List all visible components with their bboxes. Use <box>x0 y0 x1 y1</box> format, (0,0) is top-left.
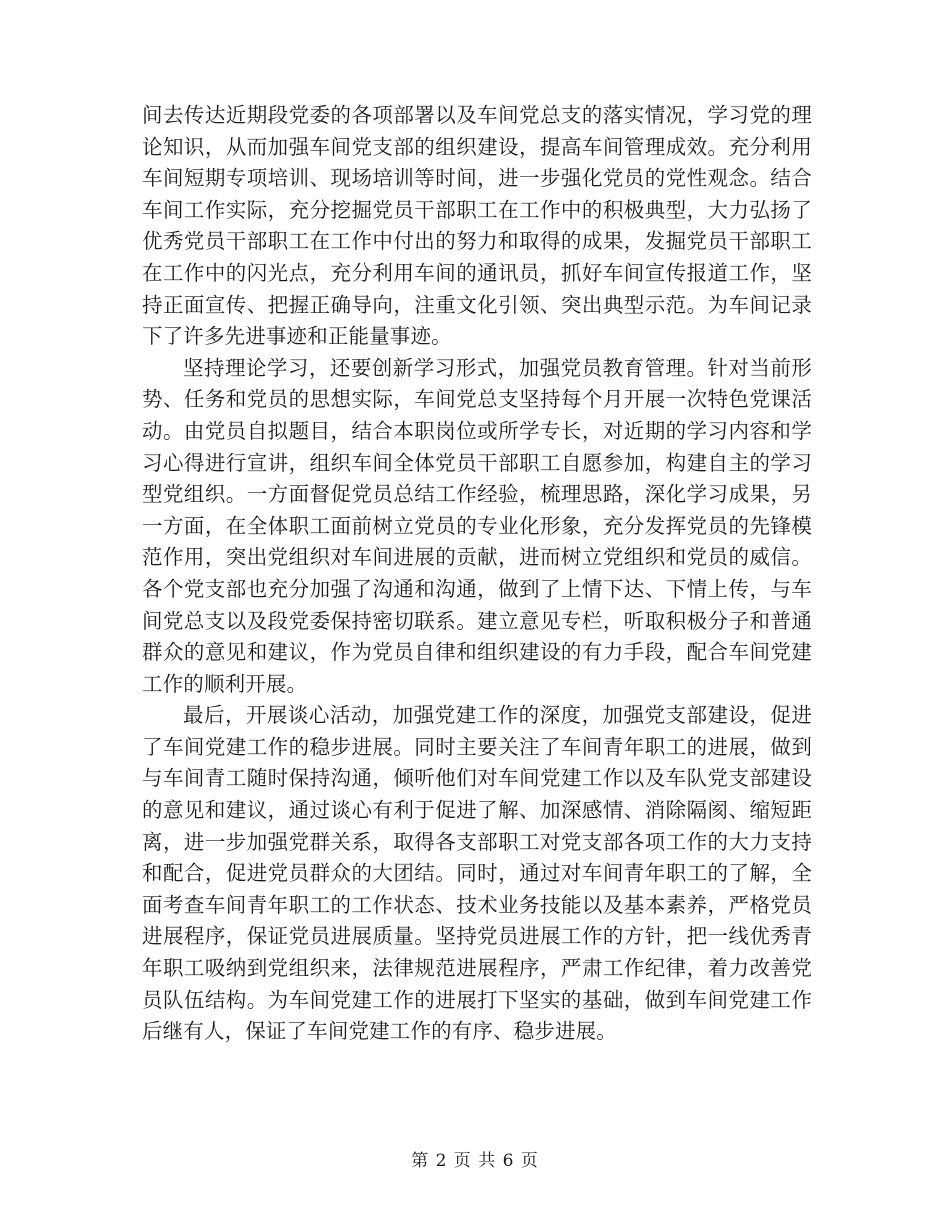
page-number-footer: 第 2 页 共 6 页 <box>411 1151 539 1171</box>
paragraph-theory-study: 坚持理论学习，还要创新学习形式，加强党员教育管理。针对当前形势、任务和党员的思想实际，车间党总支坚持每个月开展一次特色党课活动。由党员自拟题目，结合本职岗位或所学专长，对近期的学习内容和学习心得进行宣讲，组织车间全体党员干部职工自愿参加，构建自主的学习型党组织。一方面督促党员总结工作经验，梳理思路，深化学习成果，另一方面，在全体职工面前树立党员的专业化形象，充分发挥党员的先锋模范作用，突出党组织对车间进展的贡献，进而树立党组织和党员的威信。各个党支部也充分加强了沟通和沟通，做到了上情下达、下情上传，与车间党总支以及段党委保持密切联系。建立意见专栏，听取积极分子和普通群众的意见和建议，作为党员自律和组织建设的有力手段，配合车间党建工作的顺利开展。 <box>142 355 812 696</box>
paragraph-heart-to-heart: 最后，开展谈心活动，加强党建工作的深度，加强党支部建设，促进了车间党建工作的稳步进展。同时主要关注了车间青年职工的进展，做到与车间青工随时保持沟通，倾听他们对车间党建工作以及车队党支部建设的意见和建议，通过谈心有利于促进了解、加深感情、消除隔阂、缩短距离，进一步加强党群关系，取得各支部职工对党支部各项工作的大力支持和配合，促进党员群众的大团结。同时，通过对车间青年职工的了解，全面考查车间青年职工的工作状态、技术业务技能以及基本素养，严格党员进展程序，保证党员进展质量。坚持党员进展工作的方针，把一线优秀青年职工吸纳到党组织来，法律规范进展程序，严肃工作纪律，着力改善党员队伍结构。为车间党建工作的进展打下坚实的基础，做到车间党建工作后继有人，保证了车间党建工作的有序、稳步进展。 <box>142 703 812 1044</box>
document-body <box>142 100 812 1048</box>
paragraph-continuation: 间去传达近期段党委的各项部署以及车间党总支的落实情况，学习党的理论知识，从而加强车间党支部的组织建设，提高车间管理成效。充分利用车间短期专项培训、现场培训等时间，进一步强化党员的党性观念。结合车间工作实际，充分挖掘党员干部职工在工作中的积极典型，大力弘扬了优秀党员干部职工在工作中付出的努力和取得的成果，发掘党员干部职工在工作中的闪光点，充分利用车间的通讯员，抓好车间宣传报道工作，坚持正面宣传、把握正确导向，注重文化引领、突出典型示范。为车间记录下了许多先进事迹和正能量事迹。 <box>142 103 812 349</box>
